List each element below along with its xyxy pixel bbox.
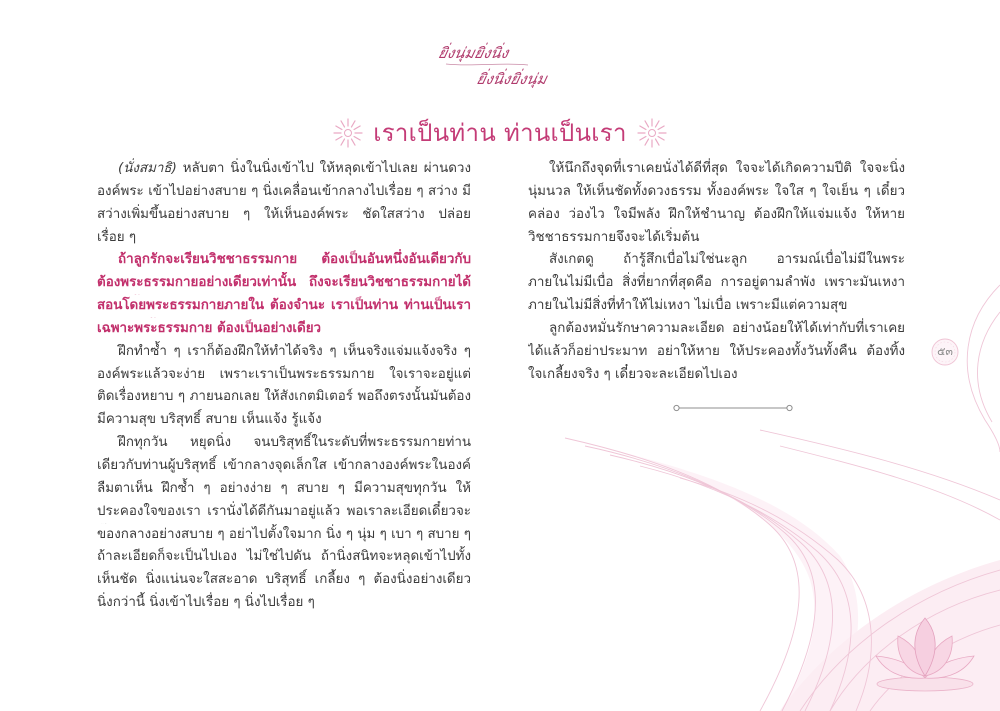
- text-line: ลูกต้องหมั่นรักษาความละเอียด อย่างน้อยให้ได้เท่ากับที่เราเคย: [549, 320, 905, 336]
- text-line: องค์พระ เข้าไปอย่างสบาย ๆ นิ่งเคลื่อนเข้ากลางไปเรื่อย ๆ สว่าง มี: [97, 183, 471, 199]
- page-title: เราเป็นท่าน ท่านเป็นเรา: [373, 119, 627, 147]
- italic-lead: (นั่งสมาธิ): [118, 161, 177, 176]
- text-line: สอนโดยพระธรรมกายภายใน ต้องจำนะ เราเป็นท่าน ท่านเป็นเรา: [97, 298, 471, 314]
- section-divider: [672, 402, 794, 414]
- text-line: ใจเกลี้ยงจริง ๆ เดี๋ยวจะละเอียดไปเอง: [528, 366, 738, 382]
- text-line: นิ่งกว่านี้ นิ่งเข้าไปเรื่อย ๆ นิ่งไปเรื่อย ๆ: [97, 595, 315, 611]
- text-line: ภายในไม่มีสิ่งที่ทำให้ไม่เหงา ไม่เบื่อ เพราะมีแต่ความสุข: [528, 298, 848, 314]
- text-line: มีความสุข บริสุทธิ์ สบาย เห็นแจ้ง รู้แจ้ง: [97, 412, 322, 428]
- right-column: [528, 158, 905, 386]
- page-number: ๕๓: [937, 345, 953, 358]
- logo-flourish: [446, 64, 528, 65]
- text-line: ฝึกทำซ้ำ ๆ เราก็ต้องฝึกให้ทำได้จริง ๆ เห็นจริงแจ่มแจ้งจริง ๆ: [118, 343, 471, 359]
- lotus-icon: [870, 612, 980, 698]
- text-line: องค์พระแล้วจะง่าย เพราะเราเป็นพระธรรมกาย ใจเราจะอยู่แต่: [97, 366, 471, 382]
- flower-ornament-icon: [635, 116, 669, 150]
- text-line: [97, 158, 471, 181]
- text-line: ได้แล้วก็อย่าประมาท อย่าให้หาย ให้ประคองทั้งวันทั้งคืน ต้องทิ้ง: [528, 343, 905, 359]
- text-line: ติดเรื่องหยาบ ๆ ภายนอกเลย ให้สังเกตมิเตอร์ พอถึงตรงนั้นมันต้อง: [97, 389, 471, 405]
- text-line: ต้องพระธรรมกายอย่างเดียวเท่านั้น ถึงจะเรียนวิชชาธรรมกายได้: [97, 275, 471, 291]
- paragraph: [97, 432, 471, 615]
- highlight-paragraph: [97, 249, 471, 340]
- text-line: นุ่มนวล ให้เห็นชัดทั้งดวงธรรม ทั้งองค์พระ ใจใส ๆ ใจเย็น ๆ เดี๋ยว: [528, 183, 905, 199]
- paragraph: [528, 158, 905, 249]
- text-line: ถ้าลูกรักจะเรียนวิชชาธรรมกาย ต้องเป็นอันหนึ่งอันเดียวกับ: [118, 252, 471, 268]
- text-line: ฝึกทุกวัน หยุดนิ่ง จนบริสุทธิ์ในระดับที่พระธรรมกายท่าน: [118, 435, 471, 451]
- text-line: คล่อง ว่องไว ใจมีพลัง ฝึกให้ชำนาญ ต้องฝึกให้แจ่มแจ้ง ให้หาย: [528, 206, 905, 222]
- paragraph: [97, 341, 471, 432]
- text-line: ลืมตาเห็น ฝึกซ้ำ ๆ อย่างง่าย ๆ สบาย ๆ มีความสุขทุกวัน ให้: [97, 480, 471, 496]
- text-line: เห็นชัด นิ่งแน่นจะใสสะอาด บริสุทธิ์ เกลี้ยง ๆ ต้องนิ่งอย่างเดียว: [97, 572, 471, 588]
- text-line: เดียวกับท่านผู้บริสุทธิ์ เข้ากลางจุดเล็กใส เข้ากลางองค์พระในองค์: [97, 457, 471, 473]
- text-line-content: หลับตา นิ่งในนิ่งเข้าไป ให้หลุดเข้าไปเลย ผ่านดวง: [182, 161, 471, 176]
- text-line: ถ้าละเอียดก็จะเป็นไปเอง ไม่ใช่ไปดัน ถ้านิ่งสนิทจะหลุดเข้าไปทั้ง: [97, 549, 471, 565]
- left-column: [97, 158, 471, 615]
- logo-signature: [432, 36, 568, 94]
- text-line: ให้นึกถึงจุดที่เราเคยนั่งได้ดีที่สุด ใจจะได้เกิดความปีติ ใจจะนิ่ง: [549, 161, 905, 176]
- flower-ornament-icon: [331, 116, 365, 150]
- text-line: วิชชาธรรมกายจึงจะได้เริ่มต้น: [528, 229, 700, 245]
- logo-line-1: ยิ่งนุ่มยิ่งนิ่ง: [436, 44, 511, 62]
- text-line: เฉพาะพระธรรมกาย ต้องเป็นอย่างเดียว: [97, 320, 322, 336]
- text-line: ของกลางอย่างสบาย ๆ อย่าไปตั้งใจมาก นิ่ง ๆ นุ่ม ๆ เบา ๆ สบาย ๆ: [97, 526, 471, 542]
- logo-line-2: ยิ่งนิ่งยิ่งนุ่ม: [474, 70, 549, 88]
- text-line: ประคองใจของเรา เรานั่งได้ดีกันมาอยู่แล้ว พอเราละเอียดเดี๋ยวจะ: [97, 503, 471, 519]
- paragraph: [528, 249, 905, 318]
- paragraph: [528, 318, 905, 387]
- text-line: ภายในไม่มีเบื่อ สิ่งที่ยากที่สุดคือ การอยู่ตามลำพัง เพราะมันเหงา: [528, 275, 905, 291]
- paragraph: [97, 158, 471, 249]
- text-line: สว่างเพิ่มขึ้นอย่างสบาย ๆ ให้เห็นองค์พระ ชัดใสสว่าง ปล่อย: [97, 206, 471, 222]
- text-line: เรื่อย ๆ: [97, 229, 137, 245]
- text-line: สังเกตดู ถ้ารู้สึกเบื่อไม่ใช่นะลูก อารมณ์เบื่อไม่มีในพระ: [549, 252, 905, 268]
- title-row: [0, 114, 1000, 152]
